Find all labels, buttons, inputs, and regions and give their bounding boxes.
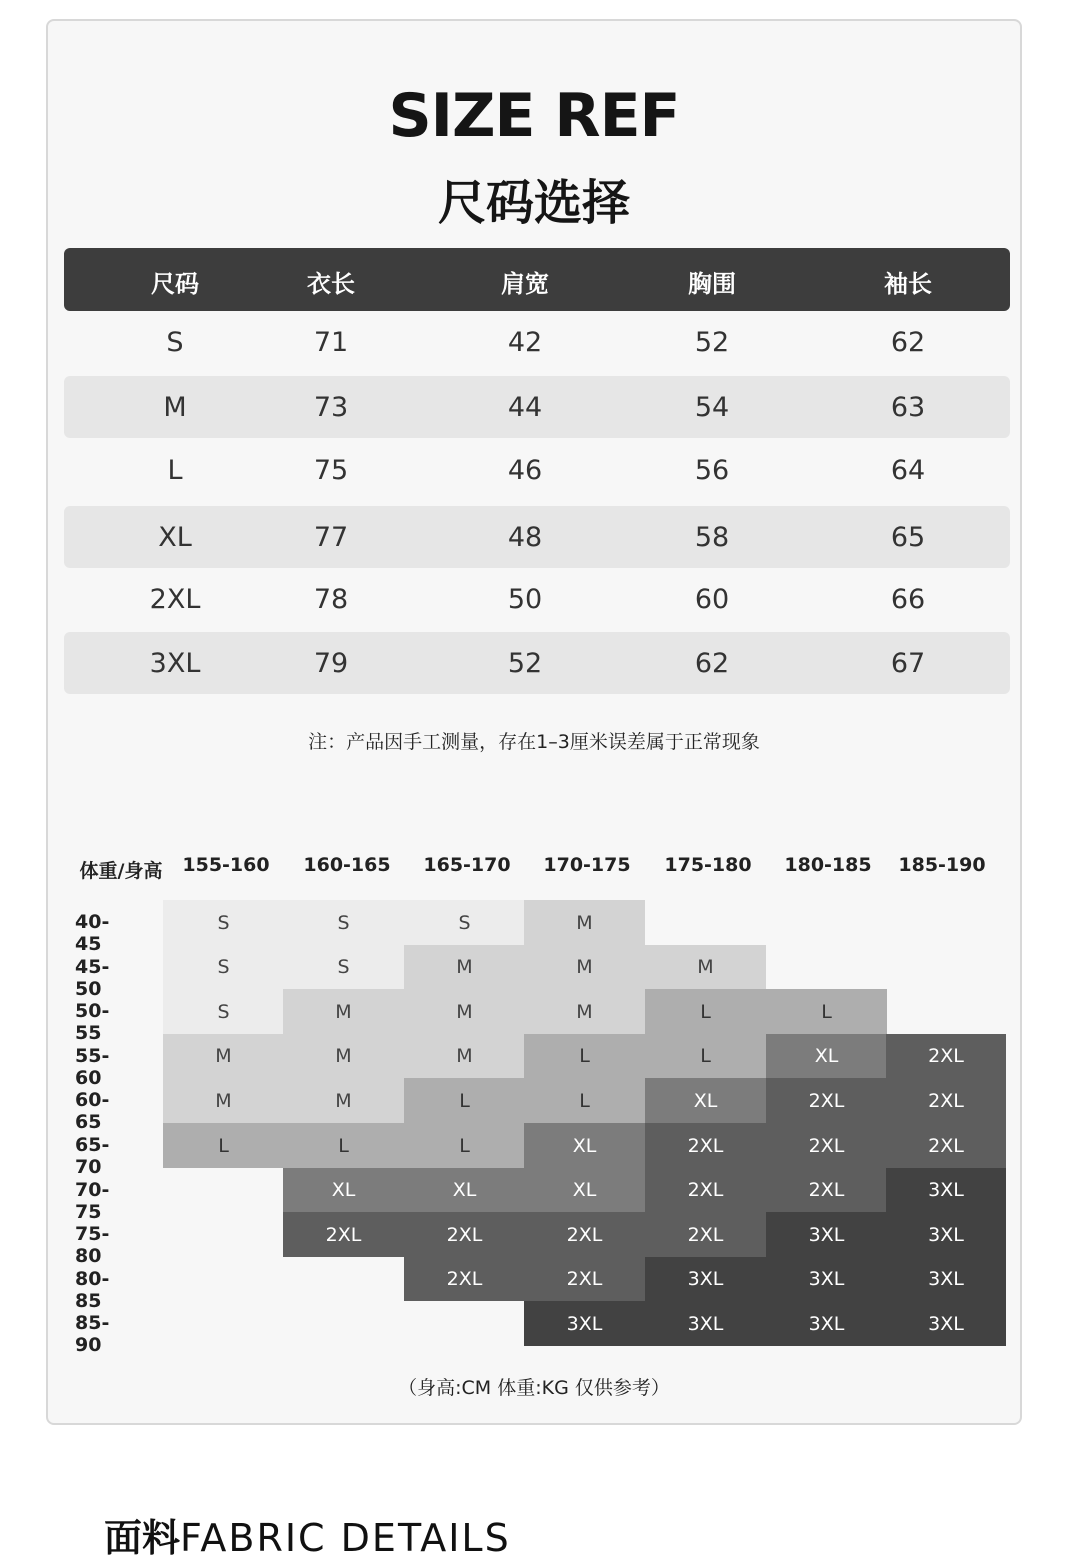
size-cell-sleeve: 66	[890, 584, 926, 615]
size-cell-sleeve: 62	[890, 327, 926, 358]
grid-weight-label: 80-85	[75, 1268, 110, 1312]
grid-size-cell: S	[404, 900, 525, 945]
grid-weight-label: 45-50	[75, 956, 110, 1000]
size-cell-size: L	[167, 455, 183, 486]
grid-weight-label: 60-65	[75, 1089, 110, 1133]
grid-size-cell: L	[524, 1078, 645, 1123]
grid-size-cell: XL	[404, 1168, 525, 1212]
size-cell-length: 79	[313, 648, 349, 679]
fabric-heading-cn: 面料	[104, 1516, 181, 1560]
size-table-row	[64, 568, 1010, 630]
grid-size-cell: XL	[283, 1168, 404, 1212]
grid-size-cell: 2XL	[283, 1212, 404, 1257]
header-length: 衣长	[307, 270, 355, 298]
grid-size-cell: L	[404, 1123, 525, 1168]
size-table-row	[64, 506, 1010, 568]
grid-size-cell: 2XL	[766, 1123, 887, 1168]
grid-height-header: 180-185	[784, 854, 872, 876]
grid-size-cell: 3XL	[645, 1257, 766, 1301]
size-cell-size: XL	[158, 522, 192, 553]
size-cell-sleeve: 67	[890, 648, 926, 679]
grid-size-cell: L	[524, 1034, 645, 1078]
grid-height-header: 175-180	[664, 854, 752, 876]
grid-size-cell: M	[524, 900, 645, 945]
grid-size-cell: M	[404, 989, 525, 1034]
grid-size-cell: L	[766, 989, 887, 1034]
grid-size-cell: S	[283, 900, 404, 945]
grid-size-cell: 2XL	[886, 1078, 1006, 1123]
grid-size-cell: 2XL	[766, 1168, 887, 1212]
size-cell-chest: 60	[694, 584, 730, 615]
grid-size-cell: M	[645, 945, 766, 989]
grid-corner-label: 体重/身高	[79, 860, 163, 882]
size-cell-sleeve: 65	[890, 522, 926, 553]
units-footnote: （身高:CM 体重:KG 仅供参考）	[398, 1377, 670, 1399]
header-shoulder: 肩宽	[501, 270, 549, 298]
size-cell-shoulder: 46	[507, 455, 543, 486]
grid-size-cell: 3XL	[524, 1301, 645, 1346]
grid-size-cell: S	[163, 945, 284, 989]
grid-size-cell: 2XL	[886, 1034, 1006, 1078]
grid-size-cell: L	[404, 1078, 525, 1123]
size-cell-chest: 52	[694, 327, 730, 358]
header-chest: 胸围	[688, 270, 736, 298]
grid-weight-label: 70-75	[75, 1179, 110, 1223]
grid-height-header: 160-165	[303, 854, 391, 876]
size-cell-chest: 58	[694, 522, 730, 553]
size-table-row	[64, 632, 1010, 694]
size-cell-length: 78	[313, 584, 349, 615]
grid-size-cell: L	[645, 989, 766, 1034]
grid-size-cell: M	[283, 1034, 404, 1078]
grid-weight-label: 85-90	[75, 1312, 110, 1356]
grid-weight-label: 75-80	[75, 1223, 110, 1267]
grid-size-cell: 2XL	[645, 1168, 766, 1212]
size-cell-length: 77	[313, 522, 349, 553]
grid-size-cell: 3XL	[645, 1301, 766, 1346]
size-table-row	[64, 439, 1010, 501]
grid-size-cell: M	[163, 1078, 284, 1123]
grid-size-cell: M	[524, 989, 645, 1034]
grid-size-cell: XL	[766, 1034, 887, 1078]
grid-size-cell: 2XL	[645, 1212, 766, 1257]
grid-size-cell: 3XL	[886, 1257, 1006, 1301]
grid-size-cell: 3XL	[766, 1212, 887, 1257]
grid-height-header: 165-170	[423, 854, 511, 876]
grid-height-header: 155-160	[182, 854, 270, 876]
size-cell-size: M	[163, 392, 187, 423]
grid-size-cell: 3XL	[886, 1168, 1006, 1212]
size-cell-shoulder: 50	[507, 584, 543, 615]
size-cell-sleeve: 64	[890, 455, 926, 486]
grid-size-cell: 3XL	[766, 1257, 887, 1301]
title-english: SIZE REF	[388, 81, 680, 151]
grid-size-cell: 2XL	[404, 1212, 525, 1257]
size-cell-shoulder: 44	[507, 392, 543, 423]
size-reference-card	[46, 19, 1022, 1425]
grid-size-cell: M	[404, 945, 525, 989]
grid-size-cell: 2XL	[524, 1212, 645, 1257]
grid-size-cell: M	[283, 1078, 404, 1123]
size-cell-size: 3XL	[149, 648, 201, 679]
grid-height-header: 170-175	[543, 854, 631, 876]
grid-size-cell: L	[163, 1123, 284, 1168]
grid-size-cell: S	[283, 945, 404, 989]
size-cell-shoulder: 48	[507, 522, 543, 553]
grid-size-cell: 2XL	[886, 1123, 1006, 1168]
grid-weight-label: 55-60	[75, 1045, 110, 1089]
size-cell-chest: 62	[694, 648, 730, 679]
size-table-row	[64, 311, 1010, 373]
grid-size-cell: M	[404, 1034, 525, 1078]
grid-size-cell: 3XL	[766, 1301, 887, 1346]
size-table-header	[64, 248, 1010, 311]
size-cell-length: 73	[313, 392, 349, 423]
grid-size-cell: M	[524, 945, 645, 989]
grid-weight-label: 50-55	[75, 1000, 110, 1044]
grid-size-cell: L	[283, 1123, 404, 1168]
fabric-section-heading	[104, 1515, 511, 1561]
header-size: 尺码	[151, 270, 199, 298]
size-table-row	[64, 376, 1010, 438]
grid-size-cell: S	[163, 900, 284, 945]
size-cell-shoulder: 42	[507, 327, 543, 358]
grid-size-cell: 2XL	[645, 1123, 766, 1168]
grid-size-cell: XL	[524, 1168, 645, 1212]
grid-size-cell: 2XL	[404, 1257, 525, 1301]
grid-weight-label: 40-45	[75, 911, 110, 955]
size-table	[64, 248, 1010, 679]
grid-size-cell: XL	[524, 1123, 645, 1168]
grid-size-cell: 3XL	[886, 1301, 1006, 1346]
size-cell-sleeve: 63	[890, 392, 926, 423]
size-cell-length: 71	[313, 327, 349, 358]
title-chinese: 尺码选择	[437, 175, 630, 231]
size-cell-size: 2XL	[149, 584, 201, 615]
grid-size-cell: M	[283, 989, 404, 1034]
size-cell-size: S	[166, 327, 184, 358]
size-cell-chest: 56	[694, 455, 730, 486]
header-sleeve: 袖长	[884, 270, 932, 298]
grid-size-cell: L	[645, 1034, 766, 1078]
size-cell-chest: 54	[694, 392, 730, 423]
fabric-heading-en: FABRIC DETAILS	[180, 1516, 511, 1560]
grid-height-header: 185-190	[898, 854, 986, 876]
grid-size-cell: 3XL	[886, 1212, 1006, 1257]
size-cell-length: 75	[313, 455, 349, 486]
grid-weight-label: 65-70	[75, 1134, 110, 1178]
size-cell-shoulder: 52	[507, 648, 543, 679]
grid-size-cell: 2XL	[766, 1078, 887, 1123]
grid-size-cell: 2XL	[524, 1257, 645, 1301]
grid-size-cell: XL	[645, 1078, 766, 1123]
measurement-note: 注：产品因手工测量，存在1–3厘米误差属于正常现象	[308, 731, 760, 753]
grid-size-cell: S	[163, 989, 284, 1034]
grid-size-cell: M	[163, 1034, 284, 1078]
